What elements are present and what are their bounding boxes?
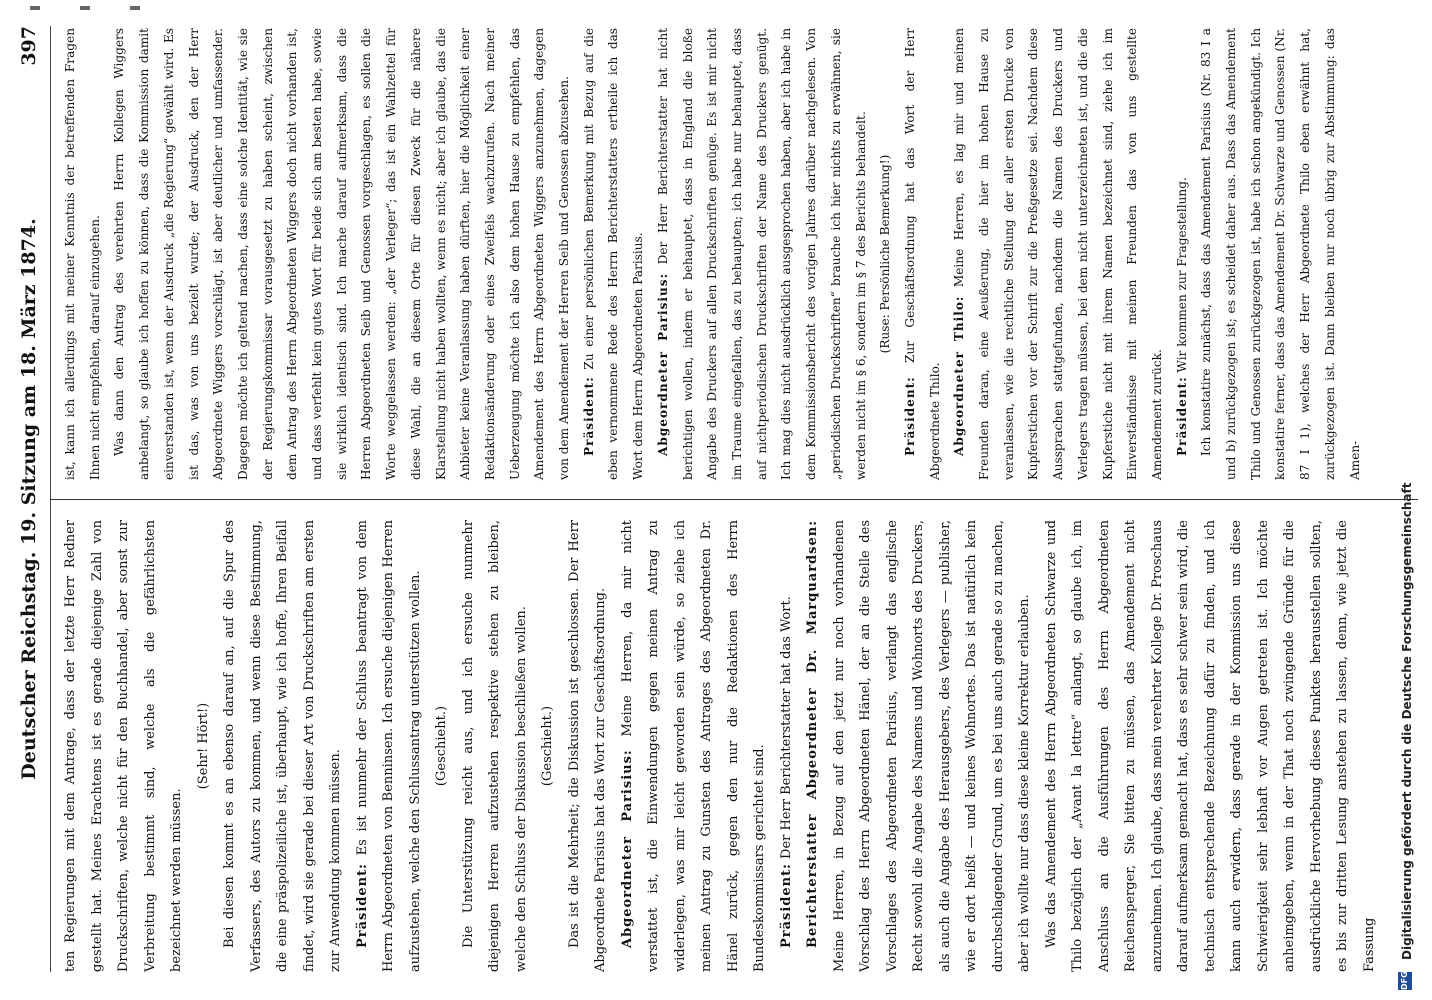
paragraph — [1170, 28, 1195, 480]
scan-edge-marks — [0, 2, 1432, 10]
stage-direction — [191, 520, 218, 972]
paragraph-text: Ich konstatire zunächst, dass das Amendement Parisius (Nr. 83 I a und b) zurückgezogen ist; es scheidet daher aus. Dass das Amendement Thilo und Genossen zurückgezogen ist, habe ich schon angekündigt. Ich konstatire ferner, dass das Amendement Dr. Schwarze und Genossen (Nr. 87 I 1), welches der Herr Abgeordnete Thilo eben erwähnt hat, zurückgezogen ist. Dann bleiben nur noch übrig zur Abstimmung: das Amen- — [1199, 28, 1362, 480]
stage-direction — [535, 520, 562, 972]
paragraph — [1194, 28, 1367, 480]
paragraph-text: Der Herr Berichterstatter hat nicht berichtigen wollen, indem er behauptet, dass in England die bloße Angabe des Druckers auf allen Druckschriften genüge. Es ist mir nicht im Traume eingefallen, das zu behaupten; ich habe nur behauptet, dass auf nichtperiodischen Druckschriften der Name des Druckers genügt. Ich mag dies nicht ausdrücklich ausgesprochen haben, aber ich habe in dem Kommissionsbericht des vorigen Jahres darüber nachgelesen. Von „periodischen Druckschriften“ brauche ich hier nichts zu erwähnen, sie werden nicht im § 6, sondern im § 7 des Berichts behandelt. — [655, 28, 868, 480]
paragraph-text: Meine Herren, es lag mir und meinen Freunden daran, eine Aeußerung, die hier im hohen Hause zu veranlassen, wie die rechtliche Stellung der aller ersten Drucke von Kupferstichen vor der Schrift zur die Preßgesetze sei. Nachdem diese Aussprachen stattgefunden, nachdem die Namen des Druckers und Verlegers tragen müssen, bei dem nicht unterzeichneten ist, und die die Kupferstiche nicht mit ihrem Namen bezeichnet sind, ziehe ich im Einverständnisse mit meinen Freunden das von uns gestellte Amendement zurück. — [952, 27, 1164, 480]
paragraph-text: (Ruse: Persönliche Bemerkung!) — [878, 154, 893, 354]
paragraph — [562, 520, 615, 972]
digitization-credit: Digitalisierung gefördert durch die Deutsche Forschungsgemeinschaft — [1400, 482, 1414, 960]
column-divider — [50, 499, 1418, 500]
paragraph — [947, 28, 1169, 480]
paragraph — [800, 520, 1039, 972]
paragraph-text: ten Regierungen mit dem Antrage, dass der letzte Herr Redner gestellt hat. Meines Erachtens ist es gerade diejenige Zahl von Druckschriften, welche nicht für den Buchhandel, aber sonst zur Verbreitung bestimmt sind, welche als die gefährlichsten bezeichnet werden müssen. — [63, 520, 184, 972]
paragraph — [615, 520, 774, 972]
speaker-name: Abgeordneter Parisius: — [655, 272, 670, 456]
page-header — [10, 26, 50, 972]
page-title: Deutscher Reichstag. 19. Sitzung am 18. März 1874. — [18, 218, 40, 780]
paragraph — [217, 520, 350, 972]
paragraph-text: Der Herr Berichterstatter hat das Wort. — [778, 596, 794, 864]
stage-direction — [873, 28, 898, 480]
paragraph — [456, 520, 536, 972]
speaker-name: Präsident: — [581, 376, 596, 456]
paragraph — [651, 28, 873, 480]
paragraph — [58, 520, 191, 972]
paragraph — [1039, 520, 1384, 972]
paragraph — [774, 520, 801, 972]
paragraph-text: Was dann den Antrag des verehrten Herrn Kollegen Wiggers anbelangt, so glaube ich hoffen zu können, dass die Kommission damit einverstanden ist, wenn der Ausdruck „die Regierung“ gewählt wird. Es ist das, was von uns bezielt wurde; der Ausdruck, den der Herr Abgeordnete Wiggers vorschlägt, ist aber deutlicher und umfassender. Dagegen möchte ich geltend machen, dass eine solche Identität, wie sie der Regierungskommissar vorausgesetzt zu haben scheint, zwischen dem Antrag des Herrn Abgeordneten Wiggers doch nicht vorhanden ist, und dass verfehlt kein gutes Wort für beide sich am besten habe, sowie sie wirklich identisch sind. Ich mache darauf aufmerksam, dass die Herren Abgeordneten Seib und Genossen vorgeschlagen, es sollen die Worte weggelassen werden: „der Verleger“; das ist ein Wahlzettel für diese Wahl, die an diesem Orte für diesen Zweck für die nähere Klarstellung nicht haben wollten, wenn es nicht; aber ich glaube, das die Anbieter keine Veranlassung haben dürften, hier die Möglichkeit einer Redaktionsänderung oder eines Zweifels wachzurufen. Nach meiner Ueberzeugung möchte ich also dem hohen Hause zu empfehlen, das Amendement des Herrn Abgeordneten Wiggers anzunehmen, dagegen von dem Amendement der Herren Seib und Genossen abzusehen. — [112, 28, 572, 480]
speaker-name: Abgeordneter Parisius: — [619, 749, 635, 948]
paragraph-text: Meine Herren, in Bezug auf den jetzt nur noch vorhandenen Vorschlag des Herrn Abgeordneten Hänel, der an die Stelle des Vorschlages des Abgeordneten Parisius, verlangt das englische Recht sowohl die Angabe des Namens und Wohnorts des Druckers, als auch die Angabe des Herausgebers, des Verlegers — publisher, wie er dort heißt — und keines Wohnortes. Das ist natürlich kein durchschlagender Grund, um es bei uns auch gerade so zu machen, aber ich wollte nur dass diese kleine Korrektur erlauben. — [831, 520, 1032, 972]
speaker-name: Präsident: — [778, 863, 794, 948]
paragraph-text: (Geschieht.) — [434, 705, 449, 787]
speaker-name: Präsident: — [1174, 376, 1189, 456]
paragraph-text: Das ist die Mehrheit; die Diskussion ist geschlossen. Der Herr Abgeordnete Parisius hat das Wort zur Geschäftsordnung. — [566, 520, 608, 972]
paragraph — [58, 28, 107, 480]
paragraph-text: Was das Amendement des Herrn Abgeordneten Schwarze und Thilo bezüglich der „Avant la lettre“ anlangt, so glaube ich, im Anschluss an die Ausführungen des Herrn Abgeordneten Reichensperger, Sie bitten zu müssen, das Amendement nicht anzunehmen. Ich glaube, dass mein verehrter Kollege Dr. Proschaus darauf aufmerksam gemacht hat, dass es sehr schwer sein wird, die technisch entsprechende Bezeichnung dafür zu finden, und ich kann auch erwidern, dass gerade in der Kommission uns diese Schwierigkeit sehr lebhaft vor Augen getreten ist. Ich möchte anheimgeben, wenn in der That noch zwingende Gründe für die ausdrückliche Hervorhebung dieses Punktes herausstellen sollten, es bis zur dritten Lesung anstehen zu lassen, denn, wie jetzt die Fassung — [1043, 520, 1377, 972]
right-column — [58, 28, 1367, 480]
dfg-logo-icon: DFG — [1398, 972, 1412, 990]
paragraph — [350, 520, 430, 972]
paragraph-text: Bei diesen kommt es an ebenso darauf an, auf die Spur des Verfassers, des Autors zu kommen, und wenn diese Bestimmung, die eine präspolizeiliche ist, überhaupt, wie ich hoffe, Ihren Beifall findet, wird sie gerade bei dieser Art von Druckschriften am ersten zur Anwendung kommen müssen. — [222, 520, 343, 972]
paragraph-text: Zur Geschäftsordnung hat das Wort der Herr Abgeordnete Thilo. — [902, 28, 942, 480]
paragraph — [577, 28, 651, 480]
page-number: 397 — [18, 26, 40, 66]
paragraph-text: (Sehr! Hört!) — [195, 702, 211, 790]
stage-direction — [429, 520, 456, 972]
speaker-name: Berichterstatter Abgeordneter Dr. Marquardsen: — [805, 520, 820, 948]
paragraph — [898, 28, 947, 480]
page-footer — [1388, 0, 1432, 1000]
paragraph-text: Meine Herren, da mir nicht verstattet ist, die Einwendungen gegen meinen Antrag zu widerlegen, was mir leicht geworden sein würde, so ziehe ich meinen Antrag zu Gunsten des Antrages des Abgeordneten Dr. Hänel zurück, gegen den nur die Redaktionen des Herrn Bundeskommissars gerichtet sind. — [619, 520, 767, 972]
speaker-name: Abgeordneter Thilo: — [952, 295, 967, 456]
paragraph-text: Zu einer persönlichen Bemerkung mit Bezug auf die eben vernommene Rede des Herrn Berichterstatters ertheile ich das Wort dem Herrn Abgeordneten Parisius. — [581, 28, 646, 480]
paragraph-text: (Geschieht.) — [540, 705, 555, 787]
left-column — [58, 520, 1383, 972]
paragraph-text: Wir kommen zur Fragestellung. — [1174, 177, 1189, 377]
paragraph-text: Es ist nunmehr der Schluss beantragt von dem Herrn Abgeordneten von Benninsen. Ich ersuche diejenigen Herren aufzustehen, welche den Schlussantrag unterstützen wollen. — [354, 520, 423, 972]
paragraph-text: ist, kann ich allerdings mit meiner Kenntnis der betreffenden Fragen Ihnen nicht empfehlen, darauf einzugehen. — [63, 28, 102, 480]
speaker-name: Präsident: — [902, 376, 917, 456]
speaker-name: Präsident: — [354, 863, 370, 948]
paragraph — [107, 28, 576, 480]
paragraph-text: Die Unterstützung reicht aus, und ich ersuche nunmehr diejenigen Herren aufzustehen respektive stehen zu bleiben, welche den Schluss der Diskussion beschließen wollen. — [460, 520, 529, 972]
